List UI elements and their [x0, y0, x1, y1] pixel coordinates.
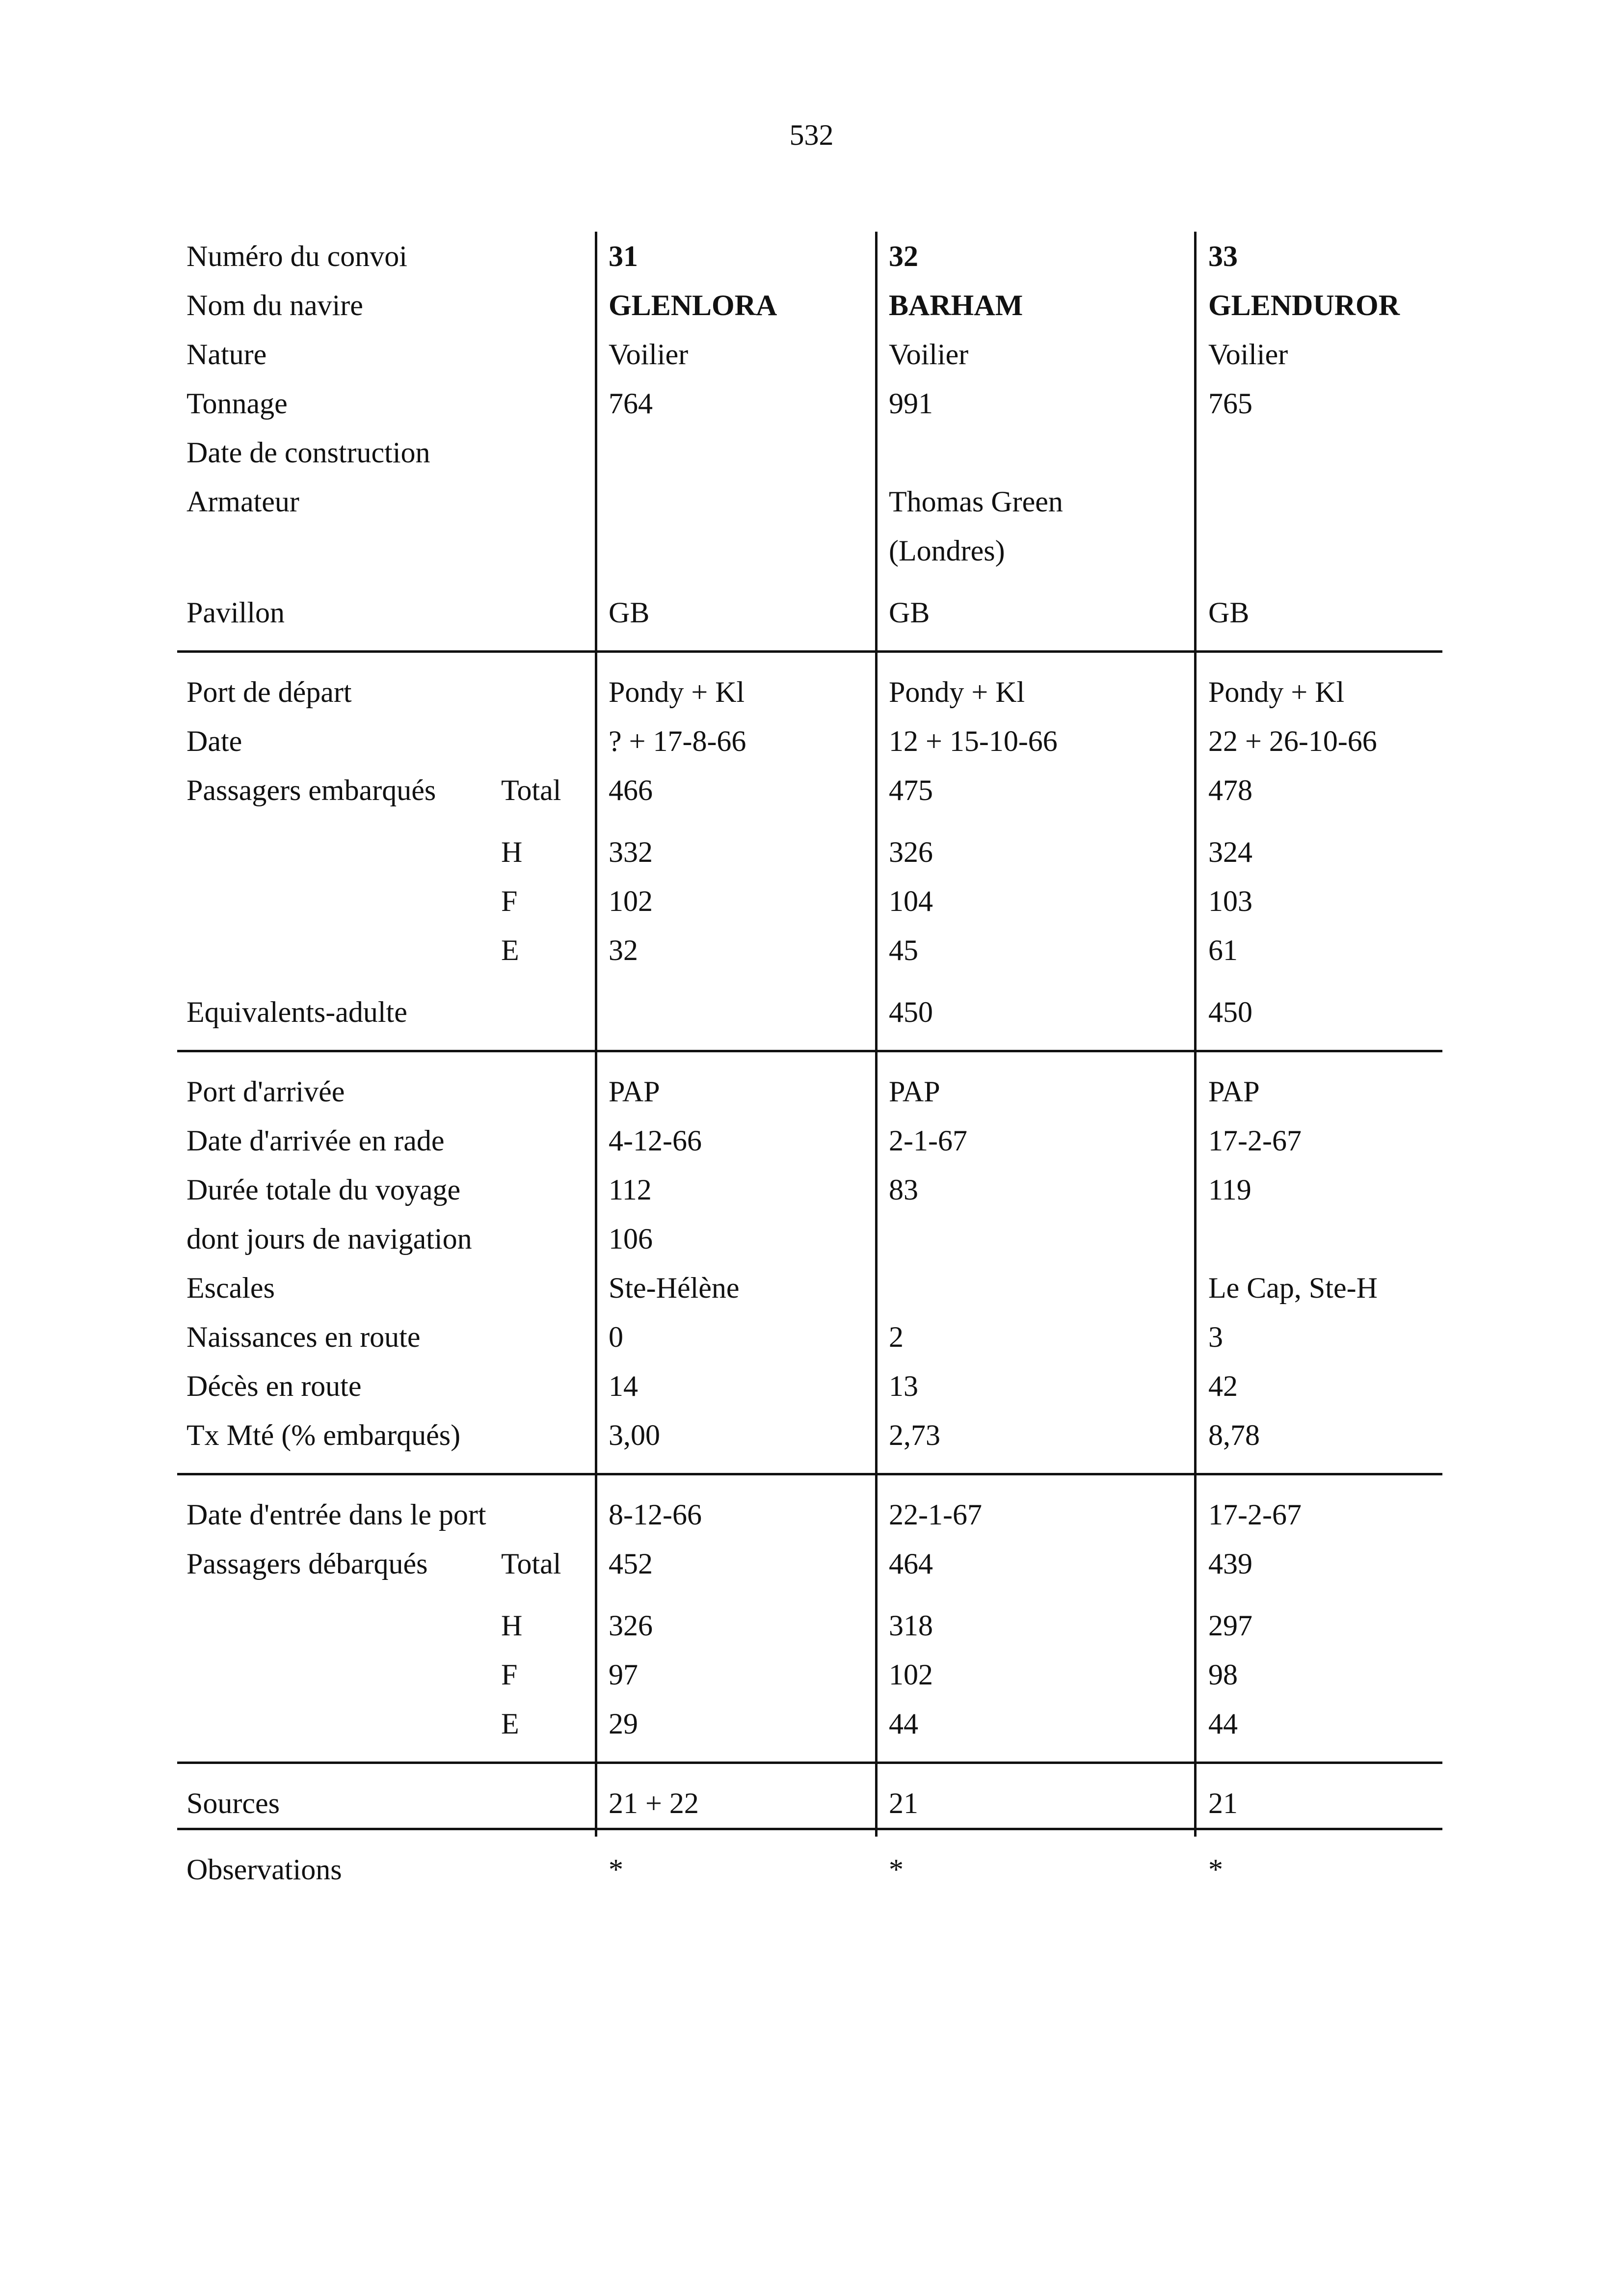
cell-pavillon-2: GB [889, 596, 930, 629]
row-embarques-h [177, 828, 1442, 877]
cell-embarques-total-1: 466 [609, 774, 653, 806]
cell-embarques-h-1: 332 [609, 836, 653, 868]
row-observations [177, 1830, 1442, 1894]
cell-embarques-f-3: 103 [1208, 885, 1252, 917]
cell-escales-3: Le Cap, Ste-H [1208, 1272, 1378, 1304]
cell-naissances-1: 0 [609, 1321, 623, 1353]
ship-name-3: GLENDUROR [1208, 289, 1400, 321]
row-duree [177, 1165, 1442, 1214]
cell-nature-3: Voilier [1208, 338, 1288, 371]
label-escales: Escales [186, 1272, 275, 1304]
label-pavillon: Pavillon [186, 596, 285, 629]
row-escales [177, 1263, 1442, 1312]
row-debarques-total [177, 1539, 1442, 1601]
cell-embarques-f-1: 102 [609, 885, 653, 917]
cell-debarques-h-1: 326 [609, 1609, 653, 1642]
row-jours-navigation [177, 1214, 1442, 1263]
cell-embarques-h-3: 324 [1208, 836, 1252, 868]
cell-tonnage-1: 764 [609, 387, 653, 420]
cell-date-2: 12 + 15-10-66 [889, 725, 1058, 757]
cell-observations-1: * [609, 1853, 623, 1886]
label-debarques-f: F [501, 1658, 518, 1691]
row-date [177, 717, 1442, 766]
cell-debarques-h-3: 297 [1208, 1609, 1252, 1642]
cell-embarques-f-2: 104 [889, 885, 933, 917]
cell-debarques-e-1: 29 [609, 1708, 638, 1740]
row-pavillon [177, 588, 1442, 653]
row-date-arrivee [177, 1116, 1442, 1165]
cell-tx-mte-1: 3,00 [609, 1419, 660, 1451]
cell-date-entree-2: 22-1-67 [889, 1498, 982, 1531]
cell-debarques-f-3: 98 [1208, 1658, 1238, 1691]
label-tx-mte: Tx Mté (% embarqués) [186, 1419, 461, 1451]
label-naissances: Naissances en route [186, 1321, 421, 1353]
ship-name-1: GLENLORA [609, 289, 777, 321]
cell-debarques-total-1: 452 [609, 1548, 653, 1580]
row-port-arrivee [177, 1052, 1442, 1116]
label-passagers-embarques: Passagers embarqués [186, 774, 436, 806]
cell-armateur-2: Thomas Green [889, 485, 1063, 518]
row-debarques-f [177, 1650, 1442, 1699]
cell-deces-2: 13 [889, 1370, 918, 1402]
row-embarques-e [177, 926, 1442, 988]
cell-tonnage-2: 991 [889, 387, 933, 420]
label-port-arrivee: Port d'arrivée [186, 1075, 345, 1108]
cell-escales-1: Ste-Hélène [609, 1272, 740, 1304]
cell-embarques-e-1: 32 [609, 934, 638, 966]
cell-tx-mte-3: 8,78 [1208, 1419, 1260, 1451]
cell-date-entree-3: 17-2-67 [1208, 1498, 1302, 1531]
cell-duree-3: 119 [1208, 1174, 1251, 1206]
row-nature [177, 330, 1442, 379]
label-debarques-total: Total [501, 1548, 561, 1580]
label-tonnage: Tonnage [186, 387, 288, 420]
row-nom [177, 281, 1442, 330]
cell-port-arrivee-3: PAP [1208, 1075, 1260, 1108]
cell-equivalents-2: 450 [889, 996, 933, 1028]
cell-observations-3: * [1208, 1853, 1223, 1886]
label-sources: Sources [186, 1787, 280, 1819]
row-naissances [177, 1312, 1442, 1362]
label-date-entree: Date d'entrée dans le port [186, 1498, 486, 1531]
row-deces [177, 1362, 1442, 1411]
convoy-number-2: 32 [889, 240, 918, 272]
cell-deces-1: 14 [609, 1370, 638, 1402]
cell-date-arrivee-3: 17-2-67 [1208, 1124, 1302, 1157]
cell-tx-mte-2: 2,73 [889, 1419, 940, 1451]
label-numero: Numéro du convoi [186, 240, 407, 272]
cell-port-depart-3: Pondy + Kl [1208, 676, 1345, 708]
row-sources [177, 1764, 1442, 1830]
label-embarques-e: E [501, 934, 519, 966]
cell-armateur-2-line2: (Londres) [889, 534, 1005, 567]
row-date-entree [177, 1475, 1442, 1539]
page-number: 532 [789, 119, 834, 151]
label-port-depart: Port de départ [186, 676, 352, 708]
label-armateur: Armateur [186, 485, 299, 518]
cell-nature-1: Voilier [609, 338, 689, 371]
row-port-depart [177, 653, 1442, 717]
row-embarques-total [177, 766, 1442, 828]
cell-debarques-total-2: 464 [889, 1548, 933, 1580]
label-jours-navigation: dont jours de navigation [186, 1223, 472, 1255]
label-equivalents: Equivalents-adulte [186, 996, 407, 1028]
cell-port-depart-2: Pondy + Kl [889, 676, 1025, 708]
cell-naissances-3: 3 [1208, 1321, 1223, 1353]
cell-port-depart-1: Pondy + Kl [609, 676, 745, 708]
cell-debarques-total-3: 439 [1208, 1548, 1252, 1580]
cell-sources-1: 21 + 22 [609, 1787, 699, 1819]
cell-date-3: 22 + 26-10-66 [1208, 725, 1377, 757]
cell-debarques-h-2: 318 [889, 1609, 933, 1642]
cell-date-1: ? + 17-8-66 [609, 725, 746, 757]
cell-debarques-e-2: 44 [889, 1708, 918, 1740]
cell-port-arrivee-2: PAP [889, 1075, 940, 1108]
cell-date-arrivee-1: 4-12-66 [609, 1124, 702, 1157]
cell-embarques-total-3: 478 [1208, 774, 1252, 806]
cell-embarques-e-2: 45 [889, 934, 918, 966]
cell-jours-navigation-1: 106 [609, 1223, 653, 1255]
row-equivalents [177, 988, 1442, 1052]
cell-sources-3: 21 [1208, 1787, 1238, 1819]
label-date-construction: Date de construction [186, 436, 430, 469]
cell-duree-2: 83 [889, 1174, 918, 1206]
row-embarques-f [177, 877, 1442, 926]
label-observations: Observations [186, 1853, 342, 1886]
row-debarques-e [177, 1699, 1442, 1764]
cell-debarques-f-1: 97 [609, 1658, 638, 1691]
cell-tonnage-3: 765 [1208, 387, 1252, 420]
cell-pavillon-1: GB [609, 596, 650, 629]
row-tx-mte [177, 1411, 1442, 1475]
label-embarques-total: Total [501, 774, 561, 806]
cell-naissances-2: 2 [889, 1321, 904, 1353]
label-debarques-h: H [501, 1609, 523, 1642]
row-date-construction [177, 428, 1442, 477]
cell-sources-2: 21 [889, 1787, 918, 1819]
cell-observations-2: * [889, 1853, 904, 1886]
cell-port-arrivee-1: PAP [609, 1075, 660, 1108]
cell-nature-2: Voilier [889, 338, 969, 371]
cell-embarques-h-2: 326 [889, 836, 933, 868]
cell-duree-1: 112 [609, 1174, 652, 1206]
ship-name-2: BARHAM [889, 289, 1023, 321]
cell-pavillon-3: GB [1208, 596, 1250, 629]
convoy-number-3: 33 [1208, 240, 1238, 272]
row-debarques-h [177, 1601, 1442, 1650]
label-debarques-e: E [501, 1708, 519, 1740]
label-passagers-debarques: Passagers débarqués [186, 1548, 428, 1580]
row-armateur-line2 [177, 526, 1442, 588]
cell-embarques-e-3: 61 [1208, 934, 1238, 966]
label-embarques-h: H [501, 836, 523, 868]
label-nature: Nature [186, 338, 267, 371]
convoy-number-1: 31 [609, 240, 638, 272]
cell-date-arrivee-2: 2-1-67 [889, 1124, 967, 1157]
row-numero [177, 232, 1442, 281]
label-nom: Nom du navire [186, 289, 363, 321]
row-armateur [177, 477, 1442, 526]
label-embarques-f: F [501, 885, 518, 917]
label-date-arrivee: Date d'arrivée en rade [186, 1124, 445, 1157]
cell-debarques-e-3: 44 [1208, 1708, 1238, 1740]
row-tonnage [177, 379, 1442, 428]
cell-embarques-total-2: 475 [889, 774, 933, 806]
label-date: Date [186, 725, 242, 757]
cell-date-entree-1: 8-12-66 [609, 1498, 702, 1531]
cell-deces-3: 42 [1208, 1370, 1238, 1402]
label-duree: Durée totale du voyage [186, 1174, 461, 1206]
label-deces: Décès en route [186, 1370, 362, 1402]
cell-debarques-f-2: 102 [889, 1658, 933, 1691]
convoy-table [177, 232, 1442, 1894]
cell-equivalents-3: 450 [1208, 996, 1252, 1028]
